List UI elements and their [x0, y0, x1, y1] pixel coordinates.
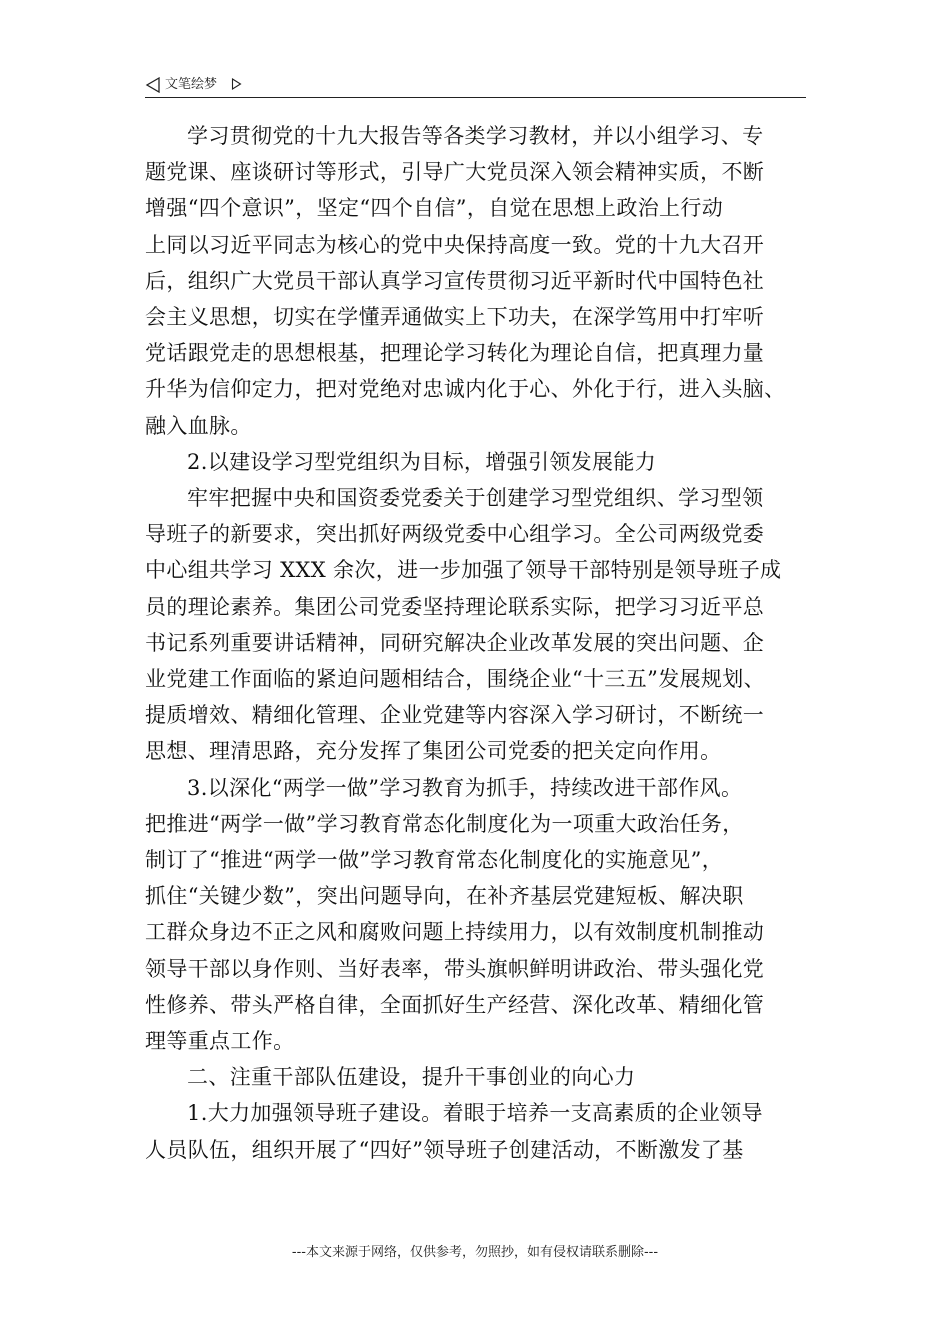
text-line: 书记系列重要讲话精神，同研究解决企业改革发展的突出问题、企 — [145, 630, 765, 655]
text-line: 工群众身边不正之风和腐败问题上持续用力，以有效制度机制推动 — [145, 920, 765, 945]
text-line: 人员队伍，组织开展了“四好”领导班子创建活动，不断激发了基 — [145, 1137, 744, 1162]
text-line: 思想、理清思路，充分发挥了集团公司党委的把关定向作用。 — [145, 739, 722, 764]
text-line: 3.以深化“两学一做”学习教育为抓手，持续改进干部作风。 — [187, 775, 743, 800]
text-line: 导班子的新要求，突出抓好两级党委中心组学习。全公司两级党委 — [145, 522, 765, 547]
text-line: 员的理论素养。集团公司党委坚持理论联系实际，把学习习近平总 — [145, 594, 765, 619]
text-line: 业党建工作面临的紧迫问题相结合，围绕企业“十三五”发展规划、 — [145, 667, 765, 692]
page-header — [145, 74, 805, 98]
text-line: 增强“四个意识”，坚定“四个自信”，自觉在思想上政治上行动 — [145, 196, 724, 221]
text-line: 上同以习近平同志为核心的党中央保持高度一致。党的十九大召开 — [145, 232, 765, 257]
text-line: 二、注重干部队伍建设，提升干事创业的向心力 — [187, 1065, 636, 1090]
document-body — [145, 118, 815, 1168]
text-line: 制订了“推进“两学一做”学习教育常态化制度化的实施意见”， — [145, 848, 724, 873]
header-divider — [145, 97, 806, 98]
text-line: 抓住“关键少数”，突出问题导向，在补齐基层党建短板、解决职 — [145, 884, 744, 909]
triangle-right-outline-icon — [231, 78, 242, 90]
text-line: 把推进“两学一做”学习教育常态化制度化为一项重大政治任务， — [145, 811, 744, 836]
footer-disclaimer: ---本文来源于网络，仅供参考，勿照抄，如有侵权请联系删除--- — [291, 1245, 659, 1260]
text-line: 性修养、带头严格自律，全面抓好生产经营、深化改革、精细化管 — [145, 992, 765, 1017]
text-line: 2.以建设学习型党组织为目标，增强引领发展能力 — [187, 449, 657, 474]
text-line: 理等重点工作。 — [145, 1029, 295, 1054]
text-line: 1.大力加强领导班子建设。着眼于培养一支高素质的企业领导 — [187, 1101, 763, 1126]
text-line: 领导干部以身作则、当好表率，带头旗帜鲜明讲政治、带头强化党 — [145, 956, 765, 981]
text-line: 题党课、座谈研讨等形式，引导广大党员深入领会精神实质，不断 — [145, 160, 765, 185]
text-line: 升华为信仰定力，把对党绝对忠诚内化于心、外化于行，进入头脑、 — [145, 377, 786, 402]
text-line: 党话跟党走的思想根基，把理论学习转化为理论自信，把真理力量 — [145, 341, 765, 366]
brand-name: 文笔绘梦 — [165, 77, 218, 92]
text-line: 会主义思想，切实在学懂弄通做实上下功夫，在深学笃用中打牢听 — [145, 305, 765, 330]
triangle-left-outline-icon — [145, 77, 161, 93]
text-line: 牢牢把握中央和国资委党委关于创建学习型党组织、学习型领 — [187, 486, 764, 511]
text-line: 后，组织广大党员干部认真学习宣传贯彻习近平新时代中国特色社 — [145, 268, 765, 293]
text-line: 中心组共学习 XXX 余次，进一步加强了领导干部特别是领导班子成 — [145, 558, 782, 583]
text-line: 提质增效、精细化管理、企业党建等内容深入学习研讨，不断统一 — [145, 703, 765, 728]
text-line: 学习贯彻党的十九大报告等各类学习教材，并以小组学习、专 — [187, 124, 764, 148]
text-line: 融入血脉。 — [145, 413, 252, 438]
